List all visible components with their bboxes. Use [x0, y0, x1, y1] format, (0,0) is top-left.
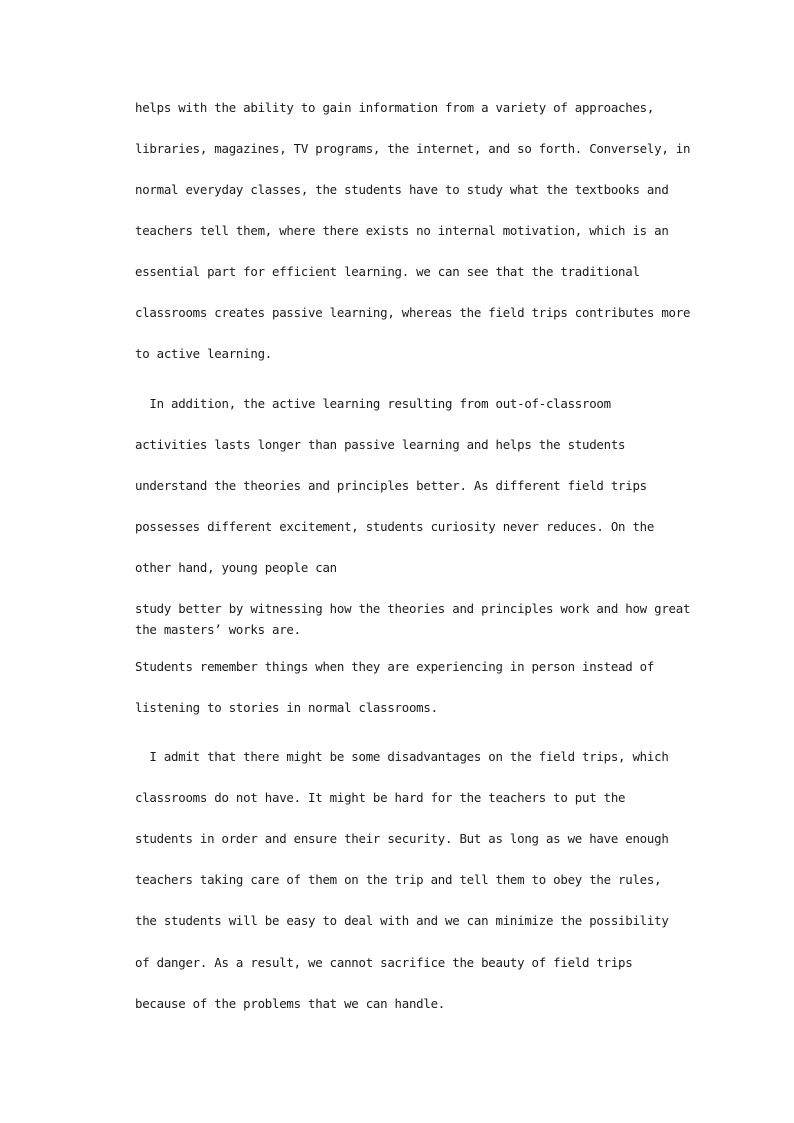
text-line: students in order and ensure their security. But as long as we have enough	[135, 831, 669, 846]
text-line: the students will be easy to deal with and we can minimize the possibility	[135, 913, 669, 928]
text-line: of danger. As a result, we cannot sacrifice the beauty of field trips	[135, 955, 633, 970]
text-line: normal everyday classes, the students have to study what the textbooks and	[135, 182, 669, 197]
text-line: teachers tell them, where there exists no internal motivation, which is an	[135, 223, 669, 238]
text-line: In addition, the active learning resulting from out-of-classroom	[135, 396, 611, 411]
text-line: Students remember things when they are experiencing in person instead of	[135, 659, 655, 674]
text-line: listening to stories in normal classrooms.	[135, 700, 438, 715]
text-line: other hand, young people can	[135, 560, 337, 575]
text-line: essential part for efficient learning. we can see that the traditional	[135, 264, 640, 279]
text-line: the masters’ works are.	[135, 622, 301, 637]
text-line: I admit that there might be some disadvantages on the field trips, which	[135, 749, 669, 764]
text-line: understand the theories and principles better. As different field trips	[135, 478, 647, 493]
text-line: possesses different excitement, students curiosity never reduces. On the	[135, 519, 655, 534]
text-line: helps with the ability to gain information from a variety of approaches,	[135, 100, 655, 115]
text-line: activities lasts longer than passive learning and helps the students	[135, 437, 626, 452]
text-line: libraries, magazines, TV programs, the internet, and so forth. Conversely, in	[135, 141, 691, 156]
text-line: to active learning.	[135, 346, 272, 361]
text-line: study better by witnessing how the theories and principles work and how great	[135, 601, 691, 616]
text-line: because of the problems that we can handle.	[135, 996, 446, 1011]
text-line: classrooms creates passive learning, whereas the field trips contributes more	[135, 305, 691, 320]
text-line: teachers taking care of them on the trip and tell them to obey the rules,	[135, 872, 662, 887]
text-line: classrooms do not have. It might be hard for the teachers to put the	[135, 790, 626, 805]
